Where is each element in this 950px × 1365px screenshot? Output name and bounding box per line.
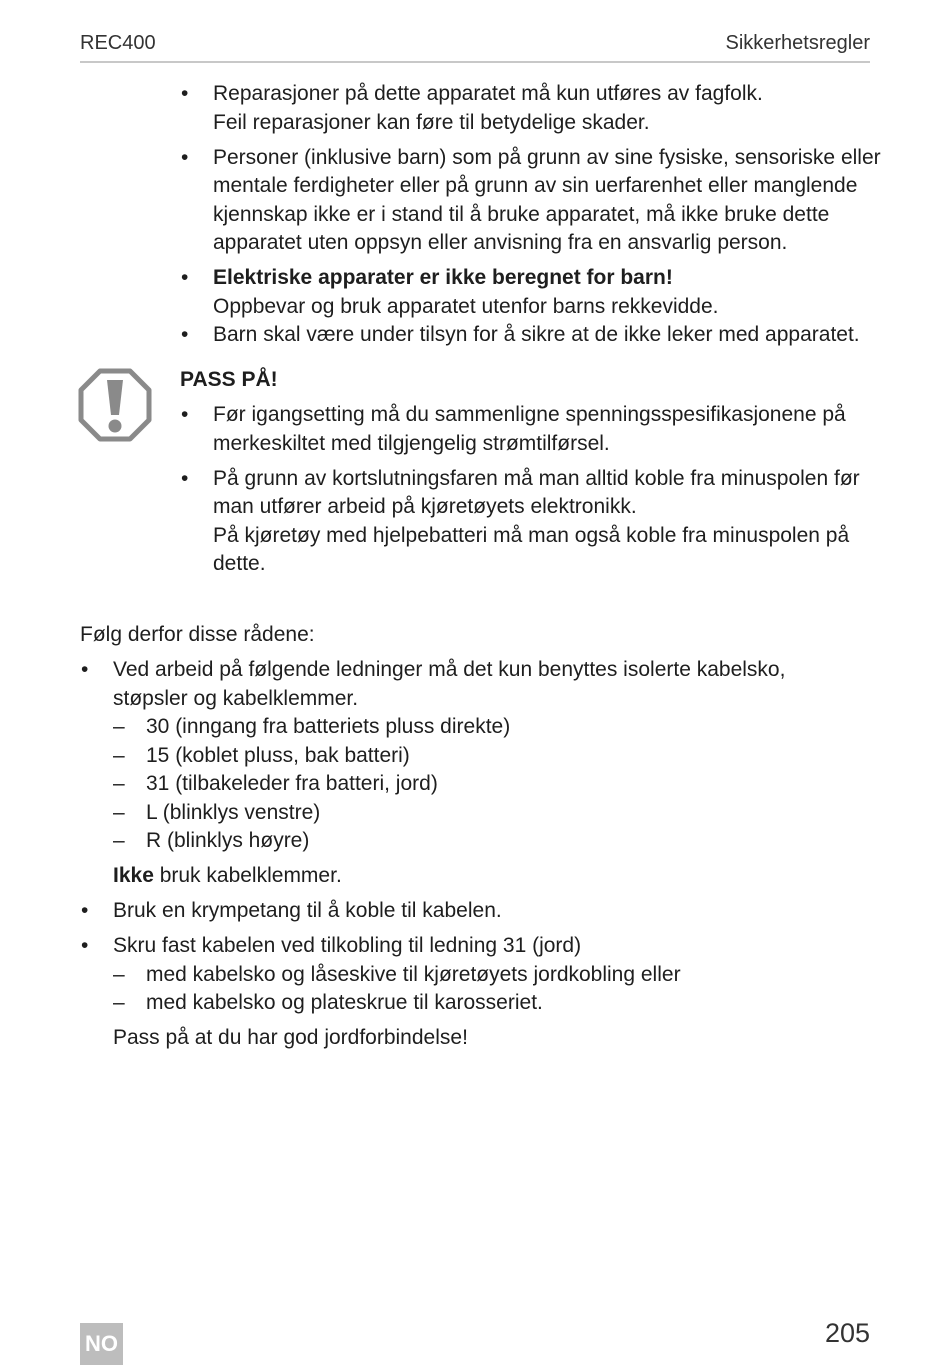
caution-block <box>180 366 880 579</box>
dash-item: – L (blinklys venstre) <box>113 799 880 828</box>
advice-note: Pass på at du har god jordforbindelse! <box>113 1026 468 1049</box>
dash-item: – R (blinklys høyre) <box>113 827 880 856</box>
list-item: • Reparasjoner på dette apparatet må kun utføres av fagfolk. Feil reparasjoner kan føre til betydelige skader. <box>180 80 880 137</box>
advice-section <box>80 621 880 1053</box>
list-item: • Ved arbeid på følgende ledninger må det kun benyttes isolerte kabelsko, støpsler og kabelklemmer. – 30 (inngang fra batteriets pluss direkte) – 15 (koblet pluss, bak batteri) – 31 (tilbakeleder fra batteri, jord) – L (blinklys venstre) – R (blinklys høyre) Ikke bruk kabelklemmer. <box>80 656 880 891</box>
intro-bullet-list <box>180 80 880 350</box>
list-item: • Skru fast kabelen ved tilkobling til ledning 31 (jord) – med kabelsko og låseskive til kjøretøyets jordkobling eller – med kabelsko og plateskrue til karosseriet. Pass på at du har god jordforbindelse! <box>80 932 880 1053</box>
list-item: • Før igangsetting må du sammenligne spenningsspesifikasjonene på merkeskiltet med tilgjengelig strømtilførsel. <box>180 401 880 458</box>
warning-octagon-icon <box>78 368 152 442</box>
advice-intro: Følg derfor disse rådene: <box>80 623 315 646</box>
page-number: 205 <box>824 1318 870 1348</box>
caution-title: PASS PÅ! <box>180 368 278 391</box>
page-header <box>80 30 870 63</box>
list-item: • Barn skal være under tilsyn for å sikre at de ikke leker med apparatet. <box>180 321 880 350</box>
dash-item: – 30 (inngang fra batteriets pluss direkte) <box>113 713 880 742</box>
advice-note: Ikke bruk kabelklemmer. <box>113 864 342 887</box>
list-item: • På grunn av kortslutningsfaren må man alltid koble fra minuspolen før man utfører arbeid på kjøretøyets elektronikk. På kjøretøy med hjelpebatteri må man også koble fra minuspolen på dette. <box>180 465 880 579</box>
language-tab: NO <box>80 1323 123 1365</box>
header-model: REC400 <box>80 32 156 54</box>
header-section: Sikkerhetsregler <box>725 32 870 54</box>
dash-item: – 15 (koblet pluss, bak batteri) <box>113 742 880 771</box>
dash-item: – med kabelsko og låseskive til kjøretøyets jordkobling eller <box>113 961 880 990</box>
list-item: • Bruk en krympetang til å koble til kabelen. <box>80 897 880 926</box>
dash-item: – 31 (tilbakeleder fra batteri, jord) <box>113 770 880 799</box>
list-item: • Elektriske apparater er ikke beregnet for barn! Oppbevar og bruk apparatet utenfor barns rekkevidde. <box>180 264 880 321</box>
warning-children: Elektriske apparater er ikke beregnet for barn! <box>213 266 673 289</box>
dash-item: – med kabelsko og plateskrue til karosseriet. <box>113 989 880 1018</box>
list-item: • Personer (inklusive barn) som på grunn av sine fysiske, sensoriske eller mentale ferdigheter eller på grunn av sin uerfarenhet eller manglende kjennskap ikke er i stand til å bruke apparatet, må ikke bruke dette apparatet uten oppsyn eller anvisning fra en ansvarlig person. <box>180 144 880 258</box>
